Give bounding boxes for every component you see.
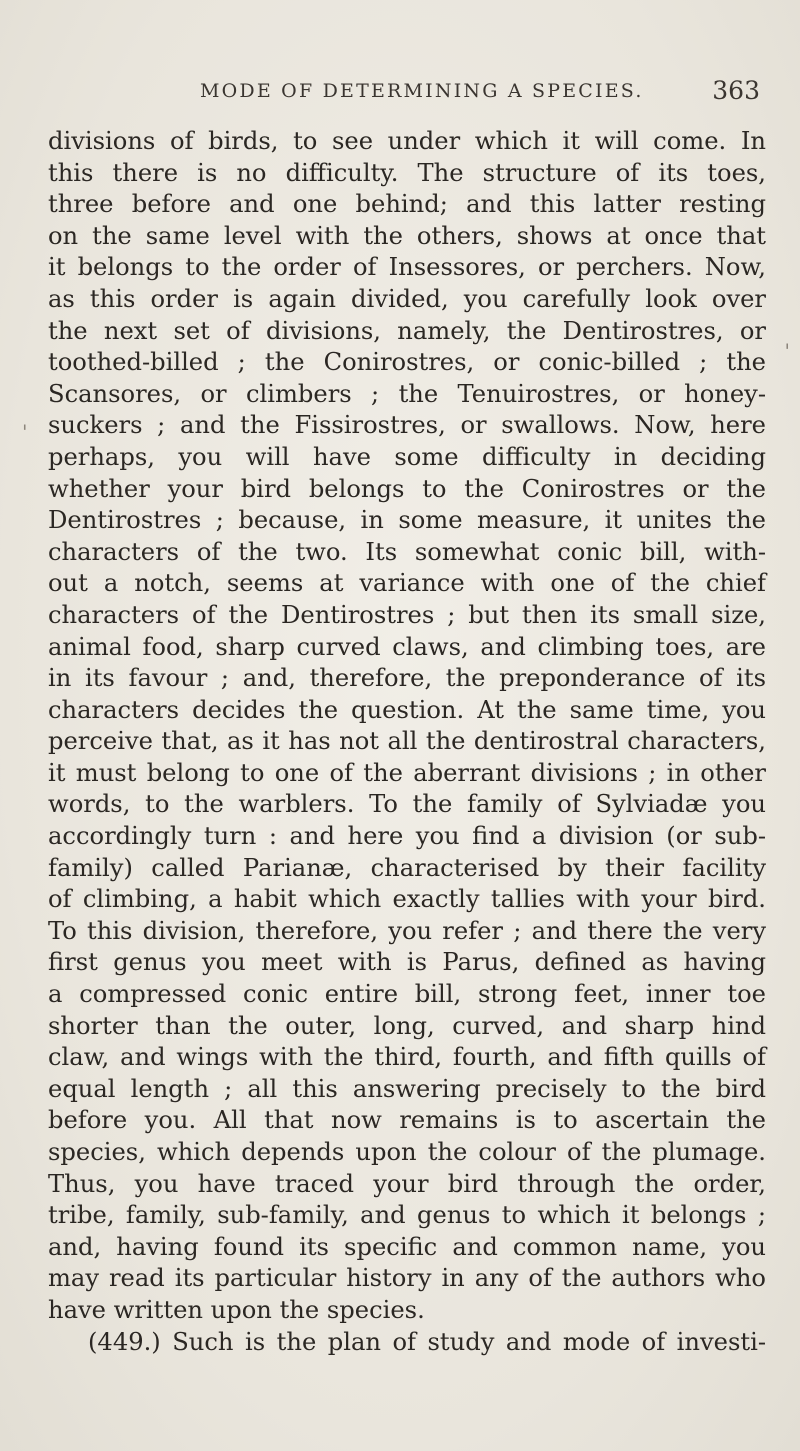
text-line: species, which depends upon the colour of the plumage. <box>48 1138 766 1166</box>
text-line: in its favour ; and, therefore, the preponderance of its <box>48 664 766 693</box>
text-line: toothed-billed ; the Conirostres, or conic-billed ; the <box>48 348 766 377</box>
text-line: Scansores, or climbers ; the Tenuirostres, or honey- <box>48 379 766 408</box>
text-line: Thus, you have traced your bird through the order, <box>48 1169 766 1198</box>
text-line: divisions of birds, to see under which it will come. In <box>48 127 766 155</box>
running-head: MODE OF DETERMINING A SPECIES. <box>200 80 644 102</box>
text-line: before you. All that now remains is to ascertain the <box>48 1106 766 1135</box>
text-line: tribe, family, sub-family, and genus to which it belongs ; <box>48 1201 766 1230</box>
text-line: the next set of divisions, namely, the Dentirostres, or <box>48 316 766 345</box>
margin-mark: ' <box>784 339 790 363</box>
text-line: characters decides the question. At the same time, you <box>48 695 766 724</box>
text-line: out a notch, seems at variance with one of the chief <box>48 569 766 598</box>
text-line: suckers ; and the Fissirostres, or swallows. Now, here <box>48 411 766 440</box>
text-line: equal length ; all this answering precisely to the bird <box>48 1074 766 1103</box>
text-line: a compressed conic entire bill, strong feet, inner toe <box>48 980 766 1009</box>
text-line: of climbing, a habit which exactly tallies with your bird. <box>48 885 766 914</box>
text-line: have written upon the species. <box>48 1295 425 1324</box>
margin-mark: ' <box>22 420 28 444</box>
text-line: as this order is again divided, you carefully look over <box>48 284 766 313</box>
text-line: characters of the Dentirostres ; but then its small size, <box>48 600 766 629</box>
text-line: shorter than the outer, long, curved, and sharp hind <box>48 1011 766 1040</box>
text-line: and, having found its specific and common name, you <box>48 1232 766 1261</box>
text-line: words, to the warblers. To the family of Sylviadæ you <box>48 790 766 819</box>
text-line: (449.) Such is the plan of study and mode of investi- <box>88 1327 766 1356</box>
text-line: Dentirostres ; because, in some measure, it unites the <box>48 506 766 535</box>
text-line: on the same level with the others, shows at once that <box>48 221 766 250</box>
text-line: first genus you meet with is Parus, defined as having <box>48 948 766 977</box>
text-line: family) called Parianæ, characterised by their facility <box>48 853 766 882</box>
text-line: perceive that, as it has not all the dentirostral characters, <box>48 727 766 756</box>
text-line: accordingly turn : and here you find a division (or sub- <box>48 822 766 851</box>
text-line: claw, and wings with the third, fourth, and fifth quills of <box>48 1043 766 1072</box>
page-number: 363 <box>712 76 760 105</box>
page-header <box>200 76 760 110</box>
text-line: animal food, sharp curved claws, and climbing toes, are <box>48 632 766 661</box>
text-line: this there is no difficulty. The structure of its toes, <box>48 158 766 187</box>
text-line: To this division, therefore, you refer ; and there the very <box>48 916 766 945</box>
text-line: it belongs to the order of Insessores, or perchers. Now, <box>48 253 766 282</box>
text-line: three before and one behind; and this latter resting <box>48 190 766 219</box>
text-line: perhaps, you will have some difficulty in deciding <box>48 442 766 471</box>
text-line: whether your bird belongs to the Conirostres or the <box>48 474 766 503</box>
body-text <box>48 126 766 1358</box>
text-line: characters of the two. Its somewhat conic bill, with- <box>48 537 766 566</box>
text-line: it must belong to one of the aberrant divisions ; in other <box>48 758 766 787</box>
text-line: may read its particular history in any of the authors who <box>48 1264 766 1293</box>
